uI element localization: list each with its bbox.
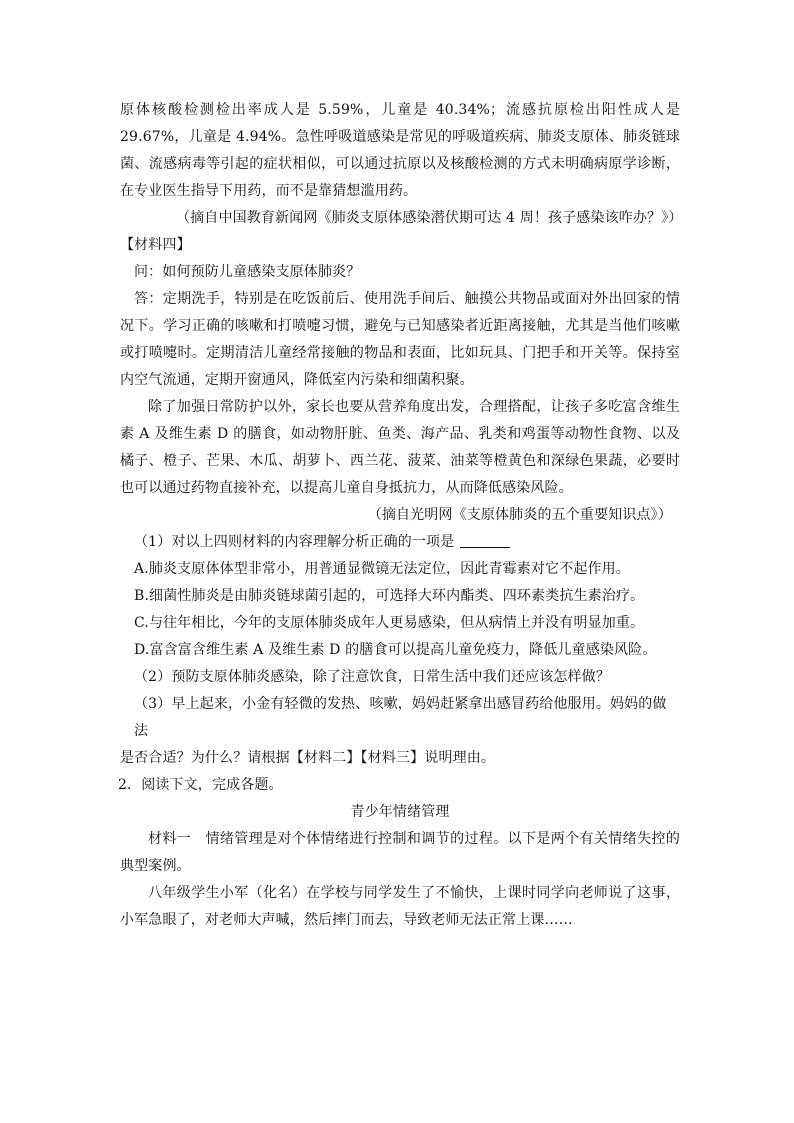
document-body bbox=[118, 97, 683, 934]
question-2: （2）预防支原体肺炎感染，除了注意饮食，日常生活中我们还应该怎样做？ bbox=[134, 669, 611, 685]
question-3-line1: （3）早上起来，小金有轻微的发热、咳嗽，妈妈赶紧拿出感冒药给他服用。妈妈的做法 bbox=[134, 696, 667, 739]
option-b: B.细菌性肺炎是由肺炎链球菌引起的，可选择大环内酯类、四环素类抗生素治疗。 bbox=[134, 588, 645, 604]
option-a: A.肺炎支原体体型非常小，用普通显微镜无法定位，因此青霉素对它不起作用。 bbox=[134, 561, 630, 577]
material3-paragraph: 原体核酸检测检出率成人是 5.59%，儿童是 40.34%；流感抗原检出阳性成人是 29.67%，儿童是 4.94%。急性呼吸道感染是常见的呼吸道疾病、肺炎支原体、肺炎链球菌、流感病毒等引起的症状相似，可以通过抗原以及核酸检测的方式未明确病原学诊断，在专业医生指导下用药，而不是靠猜想滥用药。 bbox=[120, 102, 680, 199]
section-2-item: 2．阅读下文，完成各题。 bbox=[118, 777, 283, 793]
material4-heading: 【材料四】 bbox=[120, 237, 191, 253]
question-3-line2: 是否合适？为什么？请根据【材料二】【材料三】说明理由。 bbox=[120, 750, 496, 766]
answer-blank[interactable] bbox=[460, 531, 510, 548]
material4-source: （摘自光明网《支原体肺炎的五个重要知识点》） bbox=[367, 507, 672, 523]
section-2-title: 青少年情绪管理 bbox=[350, 804, 450, 820]
option-c: C.与往年相比，今年的支原体肺炎成年人更易感染，但从病情上并没有明显加重。 bbox=[134, 615, 645, 631]
question-1 bbox=[120, 529, 680, 556]
material1-paragraph: 材料一 情绪管理是对个体情绪进行控制和调节的过程。以下是两个有关情绪失控的典型案例。 bbox=[120, 831, 680, 874]
option-d: D.富含富含维生素 A 及维生素 D 的膳食可以提高儿童免疫力，降低儿童感染风险。 bbox=[134, 642, 657, 658]
material4-paragraph: 除了加强日常防护以外，家长也要从营养角度出发，合理搭配，让孩子多吃富含维生素 A 及维生素 D 的膳食，如动物肝脏、鱼类、海产品、乳类和鸡蛋等动物性食物、以及橘子、橙子、芒果、木瓜、胡萝卜、西兰花、菠菜、油菜等橙黄色和深绿色果蔬，必要时也可以通过药物直接补充，以提高儿童自身抵抗力，从而降低感染风险。 bbox=[120, 399, 680, 496]
question-1-text: （1）对以上四则材料的内容理解分析正确的一项是 bbox=[134, 534, 455, 550]
material4-question: 问：如何预防儿童感染支原体肺炎？ bbox=[134, 264, 361, 280]
material4-answer: 答：定期洗手，特别是在吃饭前后、使用洗手间后、触摸公共物品或面对外出回家的情况下。学习正确的咳嗽和打喷嚏习惯，避免与已知感染者近距离接触，尤其是当他们咳嗽或打喷嚏时。定期清洁儿童经常接触的物品和表面，比如玩具、门把手和开关等。保持室内空气流通，定期开窗通风，降低室内污染和细菌积聚。 bbox=[120, 291, 680, 388]
material1-case: 八年级学生小军（化名）在学校与同学发生了不愉快，上课时同学向老师说了这事，小军急眼了，对老师大声喊，然后摔门而去，导致老师无法正常上课…… bbox=[120, 885, 680, 928]
material3-source: （摘自中国教育新闻网《肺炎支原体感染潜伏期可达 4 周！孩子感染该咋办？》） bbox=[176, 210, 683, 226]
